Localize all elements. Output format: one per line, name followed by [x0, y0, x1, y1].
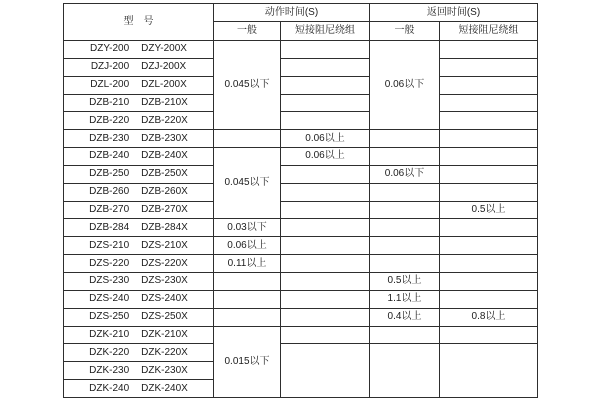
value-cell-return-general	[370, 219, 440, 237]
model-name: DZB-240	[89, 150, 130, 162]
model-name: DZB-284	[89, 221, 130, 233]
model-name: DZJ-200	[90, 61, 130, 73]
table-body	[64, 41, 538, 398]
model-name-x: DZY-200X	[141, 43, 187, 55]
table-row	[64, 76, 538, 94]
value-cell-return-general: 0.5以上	[370, 272, 440, 290]
model-name: DZK-220	[89, 346, 130, 358]
value-cell-return-damped	[440, 219, 538, 237]
value-cell-action-general: 0.03以下	[214, 219, 281, 237]
value-cell-action-general	[214, 272, 281, 290]
model-name-x: DZB-284X	[141, 221, 188, 233]
value-cell-return-damped	[440, 58, 538, 76]
model-cell	[64, 362, 214, 380]
header-action-damped: 短接阻尼绕组	[281, 22, 370, 41]
value-cell-return-general: 0.06以下	[370, 165, 440, 183]
model-cell	[64, 183, 214, 201]
value-cell-action-damped	[281, 201, 370, 219]
model-cell	[64, 41, 214, 59]
model-name: DZB-210	[89, 96, 130, 108]
value-cell-action-general: 0.015以下	[214, 326, 281, 398]
model-name: DZB-230	[89, 132, 130, 144]
model-name: DZK-240	[89, 382, 130, 394]
table-row	[64, 201, 538, 219]
table-row	[64, 165, 538, 183]
model-name-x: DZB-260X	[141, 186, 188, 198]
model-cell	[64, 380, 214, 398]
table-row	[64, 308, 538, 326]
table-row	[64, 183, 538, 201]
model-name: DZK-230	[89, 364, 130, 376]
model-name-x: DZL-200X	[141, 79, 187, 91]
value-cell-action-damped	[281, 94, 370, 112]
value-cell-return-damped	[440, 76, 538, 94]
value-cell-return-general	[370, 130, 440, 148]
value-cell-action-damped: 0.06以上	[281, 130, 370, 148]
value-cell-return-damped	[440, 130, 538, 148]
header-action-time: 动作时间(S)	[214, 4, 370, 22]
value-cell-return-damped	[440, 112, 538, 130]
model-cell	[64, 148, 214, 166]
model-name: DZS-250	[89, 311, 130, 323]
value-cell-return-general	[370, 344, 440, 398]
model-name-x: DZS-250X	[141, 311, 188, 323]
value-cell-return-damped	[440, 344, 538, 398]
model-cell	[64, 290, 214, 308]
model-name: DZS-240	[89, 293, 130, 305]
header-return-damped: 短接阻尼绕组	[440, 22, 538, 41]
table-row	[64, 237, 538, 255]
model-name: DZS-210	[89, 239, 130, 251]
model-name-x: DZS-210X	[141, 239, 188, 251]
value-cell-action-general: 0.06以上	[214, 237, 281, 255]
table-row	[64, 112, 538, 130]
table-row	[64, 290, 538, 308]
value-cell-return-damped	[440, 165, 538, 183]
value-cell-action-damped	[281, 237, 370, 255]
table-row	[64, 255, 538, 273]
model-name-x: DZS-220X	[141, 257, 188, 269]
model-cell	[64, 165, 214, 183]
model-name-x: DZB-270X	[141, 204, 188, 216]
value-cell-return-general	[370, 183, 440, 201]
model-cell	[64, 344, 214, 362]
value-cell-action-damped	[281, 41, 370, 59]
model-name-x: DZJ-200X	[141, 61, 187, 73]
model-cell	[64, 112, 214, 130]
model-name-x: DZB-220X	[141, 114, 188, 126]
header-model: 型 号	[64, 4, 214, 41]
model-name: DZY-200	[90, 43, 130, 55]
model-cell	[64, 255, 214, 273]
model-name: DZL-200	[90, 79, 130, 91]
value-cell-return-damped	[440, 290, 538, 308]
value-cell-return-damped	[440, 41, 538, 59]
value-cell-action-general: 0.045以下	[214, 41, 281, 130]
table-row	[64, 94, 538, 112]
value-cell-action-damped	[281, 272, 370, 290]
model-name: DZB-220	[89, 114, 130, 126]
value-cell-return-general	[370, 255, 440, 273]
model-cell	[64, 219, 214, 237]
model-name-x: DZB-230X	[141, 132, 188, 144]
model-cell	[64, 272, 214, 290]
value-cell-return-damped	[440, 148, 538, 166]
model-cell	[64, 326, 214, 344]
spec-table	[63, 3, 538, 398]
table-row	[64, 130, 538, 148]
value-cell-return-general: 0.06以下	[370, 41, 440, 130]
model-name-x: DZS-230X	[141, 275, 188, 287]
value-cell-return-damped	[440, 272, 538, 290]
model-name-x: DZK-230X	[141, 364, 188, 376]
value-cell-action-damped	[281, 326, 370, 344]
model-name-x: DZK-220X	[141, 346, 188, 358]
model-cell	[64, 94, 214, 112]
header-return-general: 一般	[370, 22, 440, 41]
model-name: DZK-210	[89, 328, 130, 340]
value-cell-action-damped: 0.06以上	[281, 148, 370, 166]
model-name-x: DZK-240X	[141, 382, 188, 394]
value-cell-return-damped	[440, 94, 538, 112]
value-cell-return-damped: 0.8以上	[440, 308, 538, 326]
value-cell-action-damped	[281, 183, 370, 201]
model-cell	[64, 130, 214, 148]
table-row	[64, 344, 538, 362]
value-cell-return-general	[370, 237, 440, 255]
value-cell-return-damped	[440, 237, 538, 255]
model-cell	[64, 76, 214, 94]
model-name: DZB-270	[89, 204, 130, 216]
value-cell-action-general	[214, 290, 281, 308]
value-cell-action-damped	[281, 255, 370, 273]
value-cell-action-damped	[281, 219, 370, 237]
value-cell-return-general	[370, 326, 440, 344]
table-row	[64, 219, 538, 237]
model-name-x: DZB-210X	[141, 96, 188, 108]
value-cell-return-damped	[440, 183, 538, 201]
table-row	[64, 41, 538, 59]
value-cell-action-damped	[281, 76, 370, 94]
model-cell	[64, 201, 214, 219]
model-name: DZB-250	[89, 168, 130, 180]
model-name: DZS-220	[89, 257, 130, 269]
value-cell-return-general	[370, 201, 440, 219]
value-cell-action-damped	[281, 308, 370, 326]
model-name-x: DZB-250X	[141, 168, 188, 180]
value-cell-return-general: 0.4以上	[370, 308, 440, 326]
model-name: DZS-230	[89, 275, 130, 287]
table-row	[64, 326, 538, 344]
value-cell-action-damped	[281, 165, 370, 183]
table-header	[64, 4, 538, 41]
value-cell-action-general: 0.11以上	[214, 255, 281, 273]
model-name: DZB-260	[89, 186, 130, 198]
table-row	[64, 272, 538, 290]
value-cell-action-damped	[281, 290, 370, 308]
value-cell-action-general: 0.045以下	[214, 148, 281, 219]
value-cell-return-general: 1.1以上	[370, 290, 440, 308]
value-cell-return-general	[370, 148, 440, 166]
model-name-x: DZS-240X	[141, 293, 188, 305]
header-action-general: 一般	[214, 22, 281, 41]
value-cell-return-damped	[440, 326, 538, 344]
value-cell-action-damped	[281, 58, 370, 76]
header-row-groups	[64, 4, 538, 22]
value-cell-return-damped: 0.5以上	[440, 201, 538, 219]
model-cell	[64, 308, 214, 326]
header-return-time: 返回时间(S)	[370, 4, 538, 22]
value-cell-action-general	[214, 308, 281, 326]
model-name-x: DZB-240X	[141, 150, 188, 162]
table-row	[64, 148, 538, 166]
model-cell	[64, 237, 214, 255]
value-cell-action-damped	[281, 112, 370, 130]
value-cell-action-general	[214, 130, 281, 148]
value-cell-return-damped	[440, 255, 538, 273]
model-name-x: DZK-210X	[141, 328, 188, 340]
value-cell-action-damped	[281, 344, 370, 398]
model-cell	[64, 58, 214, 76]
table-row	[64, 58, 538, 76]
